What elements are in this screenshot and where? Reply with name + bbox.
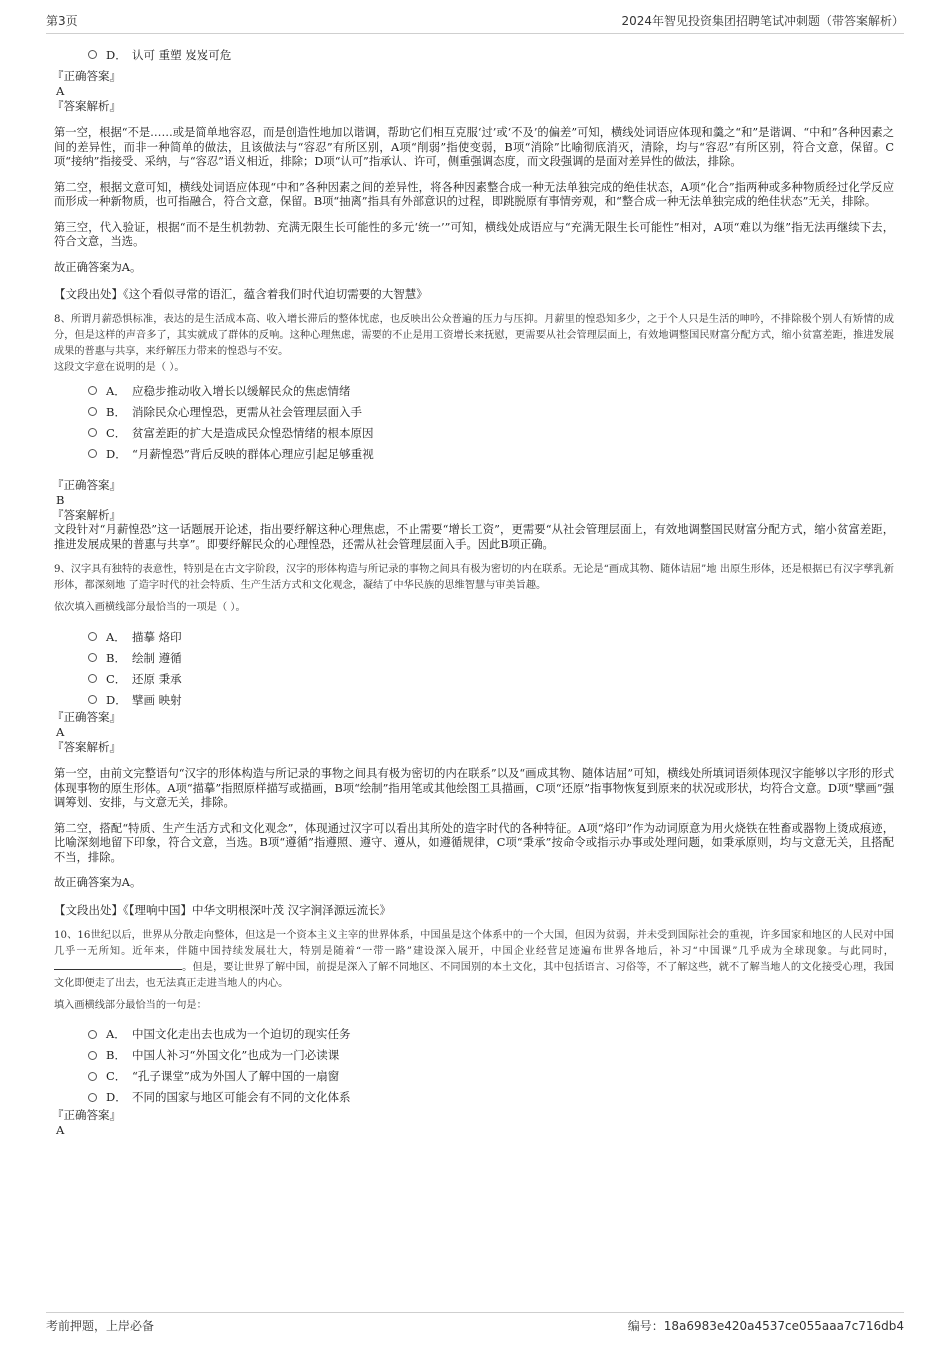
radio-icon[interactable] xyxy=(88,449,97,458)
q7-answer-label: 『正确答案』 xyxy=(52,69,121,83)
q7-analysis-p3: 第三空，代入验证，根据“而不是生机勃勃、充满无限生长可能性的多元‘统一’”可知，横线处成语应与“充满无限生长可能性”相对，A项“难以为继”指无法再继续下去，符合文意，当选。 xyxy=(54,220,894,248)
page-footer xyxy=(46,1312,904,1334)
q10-option-a[interactable]: A． 中国文化走出去也成为一个迫切的现实任务 xyxy=(88,1024,894,1045)
q9-analysis-p1: 第一空，由前文完整语句“汉字的形体构造与所记录的事物之间具有极为密切的内在联系”以及“画成其物、随体诘屈”可知，横线处所填词语须体现汉字能够以字形的形式体现事物的原生形体。A项“描摹”指照原样描写或描画，B项“绘制”指用笔或其他绘图工具描画，C项“还原”指事物恢复到原来的状况或形状，均符合文意。D项“擘画”强调筹划、安排，与文意无关，排除。 xyxy=(54,767,894,809)
q10-option-c[interactable]: C． “孔子课堂”成为外国人了解中国的一扇窗 xyxy=(88,1066,894,1087)
q8-answer-label: 『正确答案』 xyxy=(52,478,121,492)
radio-icon[interactable] xyxy=(88,386,97,395)
q9-answer: A xyxy=(56,725,65,739)
q7-analysis-conclusion: 故正确答案为A。 xyxy=(54,260,142,274)
q7-analysis-p2: 第二空，根据文意可知，横线处词语应体现“中和”各种因素之间的差异性，将各种因素整合成一种无法单独完成的绝佳状态，A项“化合”指两种或多种物质经过化学反应而形成一种新物质，也可指融合，符合文意，保留。B项“抽离”指具有外部意识的过程，即跳脱原有事情旁观，和“整合成一种无法单独完成的绝佳状态”无关，排除。 xyxy=(54,180,894,208)
radio-icon[interactable] xyxy=(88,674,97,683)
q7-source: 【文段出处】《这个看似寻常的语汇，蕴含着我们时代迫切需要的大智慧》 xyxy=(54,287,428,301)
radio-icon[interactable] xyxy=(88,428,97,437)
q9-source: 【文段出处】《【理响中国】中华文明根深叶茂 汉字涧泽源远流长》 xyxy=(54,902,392,917)
q9-analysis-p2: 第二空，搭配“特质、生产生活方式和文化观念”，体现通过汉字可以看出其所处的造字时代的各种特征。A项“烙印”作为动词原意为用火烧铁在牲畜或器物上烫成痕迹，比喻深刻地留下印象，符合文意，当选。B项“遵循”指遵照、遵守、遵从，如遵循规律，C项“秉承”按命令或指示办事或处理问题，如秉承原则，均与文意无关，且搭配不当，排除。 xyxy=(54,821,894,864)
radio-icon[interactable] xyxy=(88,50,97,59)
q8-option-c[interactable]: C． 贫富差距的扩大是造成民众惶恐情绪的根本原因 xyxy=(88,422,894,443)
radio-icon[interactable] xyxy=(88,632,97,641)
q8-option-b[interactable]: B． 消除民众心理惶恐，更需从社会管理层面入手 xyxy=(88,401,894,422)
q8-option-d[interactable]: D． “月薪惶恐”背后反映的群体心理应引起足够重视 xyxy=(88,443,894,464)
q9-analysis-label: 『答案解析』 xyxy=(52,740,121,754)
q9-option-a[interactable]: A． 描摹 烙印 xyxy=(88,626,894,647)
document-title: 2024年智见投资集团招聘笔试冲刺题（带答案解析） xyxy=(621,14,904,28)
fill-blank xyxy=(54,960,182,970)
q10-prompt: 填入画横线部分最恰当的一句是： xyxy=(54,999,207,1011)
page-content xyxy=(54,44,894,1138)
q8-analysis-label: 『答案解析』 xyxy=(52,508,121,522)
q10-answer-label: 『正确答案』 xyxy=(52,1107,121,1122)
q10-option-b[interactable]: B． 中国人补习“外国文化”也成为一门必读课 xyxy=(88,1045,894,1066)
q7-option-d[interactable]: D． 认可 重塑 岌岌可危 xyxy=(88,44,894,65)
radio-icon[interactable] xyxy=(88,1093,97,1102)
radio-icon[interactable] xyxy=(88,407,97,416)
page-header xyxy=(46,12,904,34)
q9-answer-label: 『正确答案』 xyxy=(52,710,121,724)
q8-option-a[interactable]: A． 应稳步推动收入增长以缓解民众的焦虑情绪 xyxy=(88,380,894,401)
page-number: 第3页 xyxy=(46,14,78,28)
q8-prompt: 这段文字意在说明的是（ ）。 xyxy=(54,362,185,373)
q9-option-d[interactable]: D． 擘画 映射 xyxy=(88,689,894,710)
q9-stem: 9、汉字具有独特的表意性，特别是在古文字阶段，汉字的形体构造与所记录的事物之间具有极为密切的内在联系。无论是“画成其物、随体诘屈”地 出原生形体，还是根据已有汉字孳乳新形体，都深刻地 了造字时代的社会特质、生产生活方式和文化观念，凝结了中华民族的思维智慧与审美旨趣。 xyxy=(54,564,894,591)
radio-icon[interactable] xyxy=(88,1051,97,1060)
q9-prompt: 依次填入画横线部分最恰当的一项是（ ）。 xyxy=(54,602,246,613)
q10-option-d[interactable]: D． 不同的国家与地区可能会有不同的文化体系 xyxy=(88,1087,894,1108)
q7-answer: A xyxy=(56,84,65,98)
footer-motto: 考前押题，上岸必备 xyxy=(46,1319,155,1333)
q8-answer: B xyxy=(56,493,65,507)
q8-analysis: 文段针对“月薪惶恐”这一话题展开论述，指出要纾解这种心理焦虑，不止需要“增长工资”，更需要“从社会管理层面上，有效地调整国民财富分配方式，缩小贫富差距，推进发展成果的普惠与共享”。即要纾解民众的心理惶恐，还需从社会管理层面入手。因此B项正确。 xyxy=(54,523,894,551)
q7-analysis-p1: 第一空，根据“不是……或是简单地容忍，而是创造性地加以谐调，帮助它们相互克服‘过’或‘不及’的偏差”可知，横线处词语应体现和羹之“和”是谐调、“中和”各种因素之间的差异性，而非一种简单的做法，且该做法与“容忍”有所区别，A项“削弱”指使变弱，B项“消除”比喻彻底消灭，清除，均与“容忍”有所区别，符合文意，保留。C项“接纳”指接受、采纳，与“容忍”语义相近，排除；D项“认可”指承认、许可，侧重强调态度，而文段强调的是面对差异性的做法，排除。 xyxy=(54,126,894,168)
radio-icon[interactable] xyxy=(88,1072,97,1081)
q9-analysis-conclusion: 故正确答案为A。 xyxy=(54,876,142,889)
q9-option-b[interactable]: B． 绘制 遵循 xyxy=(88,647,894,668)
q7-analysis-label: 『答案解析』 xyxy=(52,99,121,113)
q9-option-c[interactable]: C． 还原 秉承 xyxy=(88,668,894,689)
q8-stem: 8、所谓月薪恐惧标准，表达的是生活成本高、收入增长滞后的整体忧虑，也反映出公众普遍的压力与压抑。月薪里的惶恐知多少，之于个人只是生活的呻吟，不排除极个别人有矫情的成分，但是这样的声音多了，其实就成了群体的反响。这种心理焦虑，需要的不止是用工资增长来抚慰，更需要从社会管理层面上，有效地调整国民财富分配方式，缩小贫富差距，推进发展成果的普惠与共享，来纾解压力带来的惶恐与不安。 xyxy=(54,314,894,357)
document-code: 编号：18a6983e420a4537ce055aaa7c716db4 xyxy=(627,1319,904,1333)
q10-answer: A xyxy=(56,1122,65,1137)
q10-stem: 10、16世纪以后，世界从分散走向整体，但这是一个资本主义主宰的世界体系，中国虽是这个体系中的一个大国，但因为贫弱，并未受到国际社会的重视，许多国家和地区的人民对中国几乎一无所知。近年来，伴随中国持续发展壮大，特别是随着“一带一路”建设深入展开，中国企业经营足迹遍布世界各地后，补习“中国课”几乎成为全球现象。与此同时，。但是，要让世界了解中国，前提是深入了解不同地区、不同国别的本土文化，其中包括语言、习俗等，不了解这些，就不了解当地人的文化接受心理，我国文化即便走了出去，也无法真正走进当地人的内心。 xyxy=(54,929,894,989)
radio-icon[interactable] xyxy=(88,695,97,704)
radio-icon[interactable] xyxy=(88,1030,97,1039)
radio-icon[interactable] xyxy=(88,653,97,662)
